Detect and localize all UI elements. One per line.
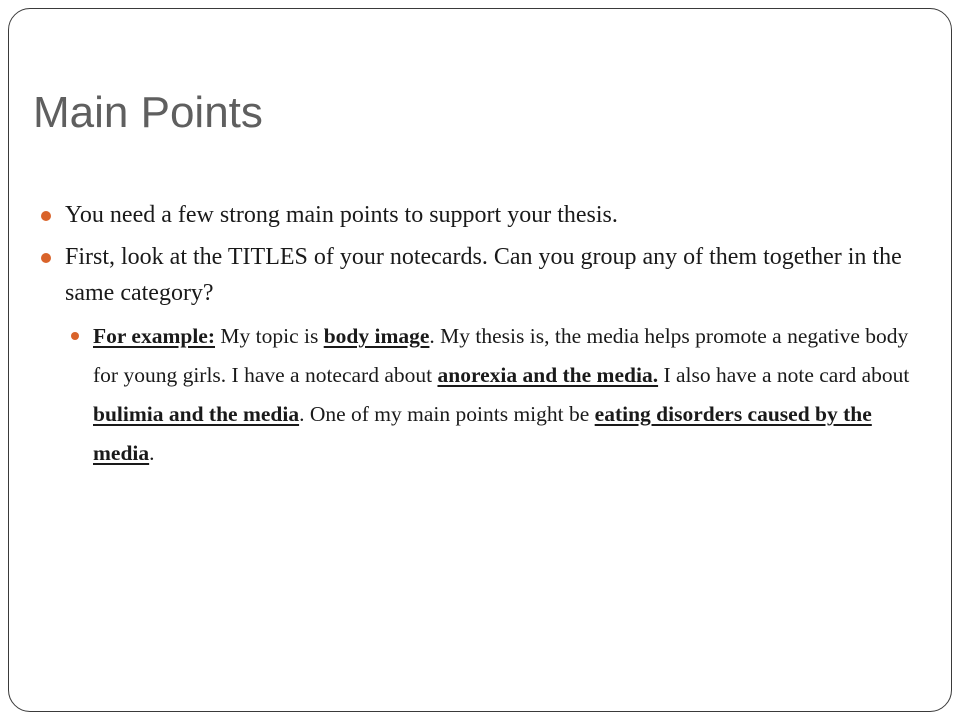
bullet-point-1-text: You need a few strong main points to support your thesis. — [65, 202, 618, 228]
slide — [8, 8, 952, 712]
bullet-icon — [41, 211, 51, 221]
example-label: For example: — [93, 324, 215, 348]
sub-bullet-icon — [71, 332, 79, 340]
example-topic: body image — [323, 324, 430, 348]
bullet-point-2 — [39, 239, 919, 311]
example-text-4: . One of my main points might be — [299, 402, 595, 426]
example-text-5: . — [149, 441, 155, 465]
slide-body — [39, 197, 919, 473]
slide-title: Main Points — [33, 88, 263, 137]
example-main-point: eating disorders caused by the media — [93, 402, 872, 465]
bullet-point-2-text: First, look at the TITLES of your notecards. Can you group any of them together in the same category? — [65, 244, 902, 306]
sub-bullet-example — [39, 317, 919, 473]
example-text-3: I also have a note card about — [658, 363, 910, 387]
example-notecard-2: bulimia and the media — [93, 402, 300, 426]
bullet-icon — [41, 253, 51, 263]
example-notecard-1: anorexia and the media. — [437, 363, 659, 387]
example-text-2: . My thesis is, the media helps promote a negative body for young girls. I have a notecard about — [93, 324, 909, 387]
bullet-point-1 — [39, 197, 919, 233]
example-text-1: My topic is — [215, 324, 324, 348]
